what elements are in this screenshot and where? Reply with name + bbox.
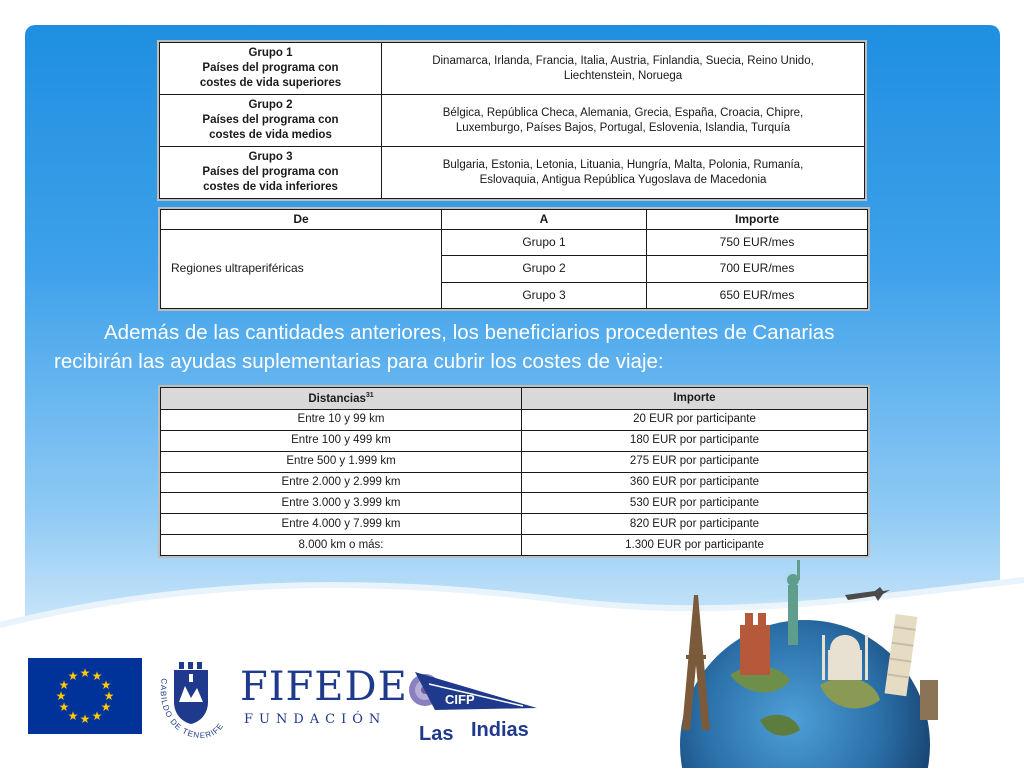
fifede-logo (240, 664, 408, 734)
svg-text:★: ★ (91, 669, 103, 683)
svg-text:★: ★ (58, 678, 70, 692)
paragraph-line-1: Además de las cantidades anteriores, los beneficiarios procedentes de Canarias (104, 321, 835, 344)
svg-text:★: ★ (67, 709, 79, 723)
amount-cell: 750 EUR/mes (647, 230, 868, 256)
eu-stars-icon (28, 658, 142, 734)
distance-cell: Entre 3.000 y 3.999 km (161, 493, 522, 514)
to-cell: Grupo 2 (442, 256, 647, 282)
table-header-row (161, 210, 868, 230)
amount-cell: 275 EUR por participante (522, 451, 868, 472)
supplement-paragraph (54, 318, 974, 376)
region-from-cell: Regiones ultraperiféricas (161, 230, 442, 309)
amount-cell: 530 EUR por participante (522, 493, 868, 514)
table-row (161, 409, 868, 430)
header-a: A (442, 210, 647, 230)
countries-cell: Dinamarca, Irlanda, Francia, Italia, Austria, Finlandia, Suecia, Reino Unido, Liechtenstein, Noruega (382, 43, 865, 95)
table-row (161, 430, 868, 451)
svg-text:CABILDO DE TENERIFE: CABILDO DE TENERIFE (158, 677, 226, 741)
paragraph-line-2: recibirán las ayudas suplementarias para cubrir los costes de viaje: (54, 350, 664, 373)
cifp-name-indias: Indias (471, 719, 529, 741)
table-row (161, 535, 868, 556)
group-cell: Grupo 1 Países del programa con costes de vida superiores (160, 43, 382, 95)
distance-table (158, 385, 870, 558)
cifp-pennant-icon (405, 664, 555, 744)
cifp-las-indias-logo (405, 664, 555, 744)
table-row (161, 493, 868, 514)
distance-cell: Entre 500 y 1.999 km (161, 451, 522, 472)
table-row (161, 514, 868, 535)
cabildo-shield-icon (152, 658, 230, 742)
group-cell: Grupo 3 Países del programa con costes de vida inferiores (160, 147, 382, 199)
svg-text:★: ★ (103, 689, 115, 703)
amount-cell: 20 EUR por participante (522, 409, 868, 430)
fifede-subtitle: FUNDACIÓN (244, 712, 387, 727)
countries-cell: Bélgica, República Checa, Alemania, Grecia, España, Croacia, Chipre, Luxemburgo, Países Bajos, Portugal, Eslovenia, Islandia, Turquía (382, 95, 865, 147)
footnote-marker: 31 (365, 391, 374, 399)
table-row (161, 451, 868, 472)
distance-cell: Entre 100 y 499 km (161, 430, 522, 451)
amount-cell: 650 EUR/mes (647, 282, 868, 308)
group-cell: Grupo 2 Países del programa con costes de vida medios (160, 95, 382, 147)
to-cell: Grupo 3 (442, 282, 647, 308)
header-importe: Importe (522, 388, 868, 410)
svg-text:★: ★ (100, 678, 112, 692)
table-header-row (161, 388, 868, 410)
svg-text:★: ★ (79, 666, 91, 680)
table-row (160, 147, 865, 199)
svg-text:★: ★ (58, 700, 70, 714)
cifp-name-las: Las (419, 723, 454, 744)
amount-cell: 180 EUR por participante (522, 430, 868, 451)
header-de: De (161, 210, 442, 230)
to-cell: Grupo 1 (442, 230, 647, 256)
table-row (161, 230, 868, 256)
distance-cell: 8.000 km o más: (161, 535, 522, 556)
header-distancias: Distancias$^{31}$ (161, 388, 522, 410)
svg-text:★: ★ (55, 689, 67, 703)
table-row (161, 472, 868, 493)
world-landmarks-illustration (590, 555, 1024, 768)
distance-cell: Entre 4.000 y 7.999 km (161, 514, 522, 535)
table-row (160, 95, 865, 147)
svg-text:★: ★ (67, 669, 79, 683)
svg-text:★: ★ (91, 709, 103, 723)
cifp-badge-text: CIFP (445, 692, 475, 707)
cabildo-tenerife-logo (152, 658, 230, 742)
amount-cell: 360 EUR por participante (522, 472, 868, 493)
distance-cell: Entre 2.000 y 2.999 km (161, 472, 522, 493)
distance-cell: Entre 10 y 99 km (161, 409, 522, 430)
amount-cell: 1.300 EUR por participante (522, 535, 868, 556)
header-importe: Importe (647, 210, 868, 230)
amount-cell: 820 EUR por participante (522, 514, 868, 535)
svg-text:★: ★ (100, 700, 112, 714)
regions-amount-table (158, 207, 870, 311)
fifede-wordmark: FIFEDE (240, 664, 408, 710)
svg-text:★: ★ (79, 712, 91, 726)
country-groups-table (157, 40, 867, 201)
amount-cell: 700 EUR/mes (647, 256, 868, 282)
countries-cell: Bulgaria, Estonia, Letonia, Lituania, Hungría, Malta, Polonia, Rumanía, Eslovaquia, Antigua República Yugoslava de Macedonia (382, 147, 865, 199)
eu-flag-logo (28, 658, 142, 734)
table-row (160, 43, 865, 95)
